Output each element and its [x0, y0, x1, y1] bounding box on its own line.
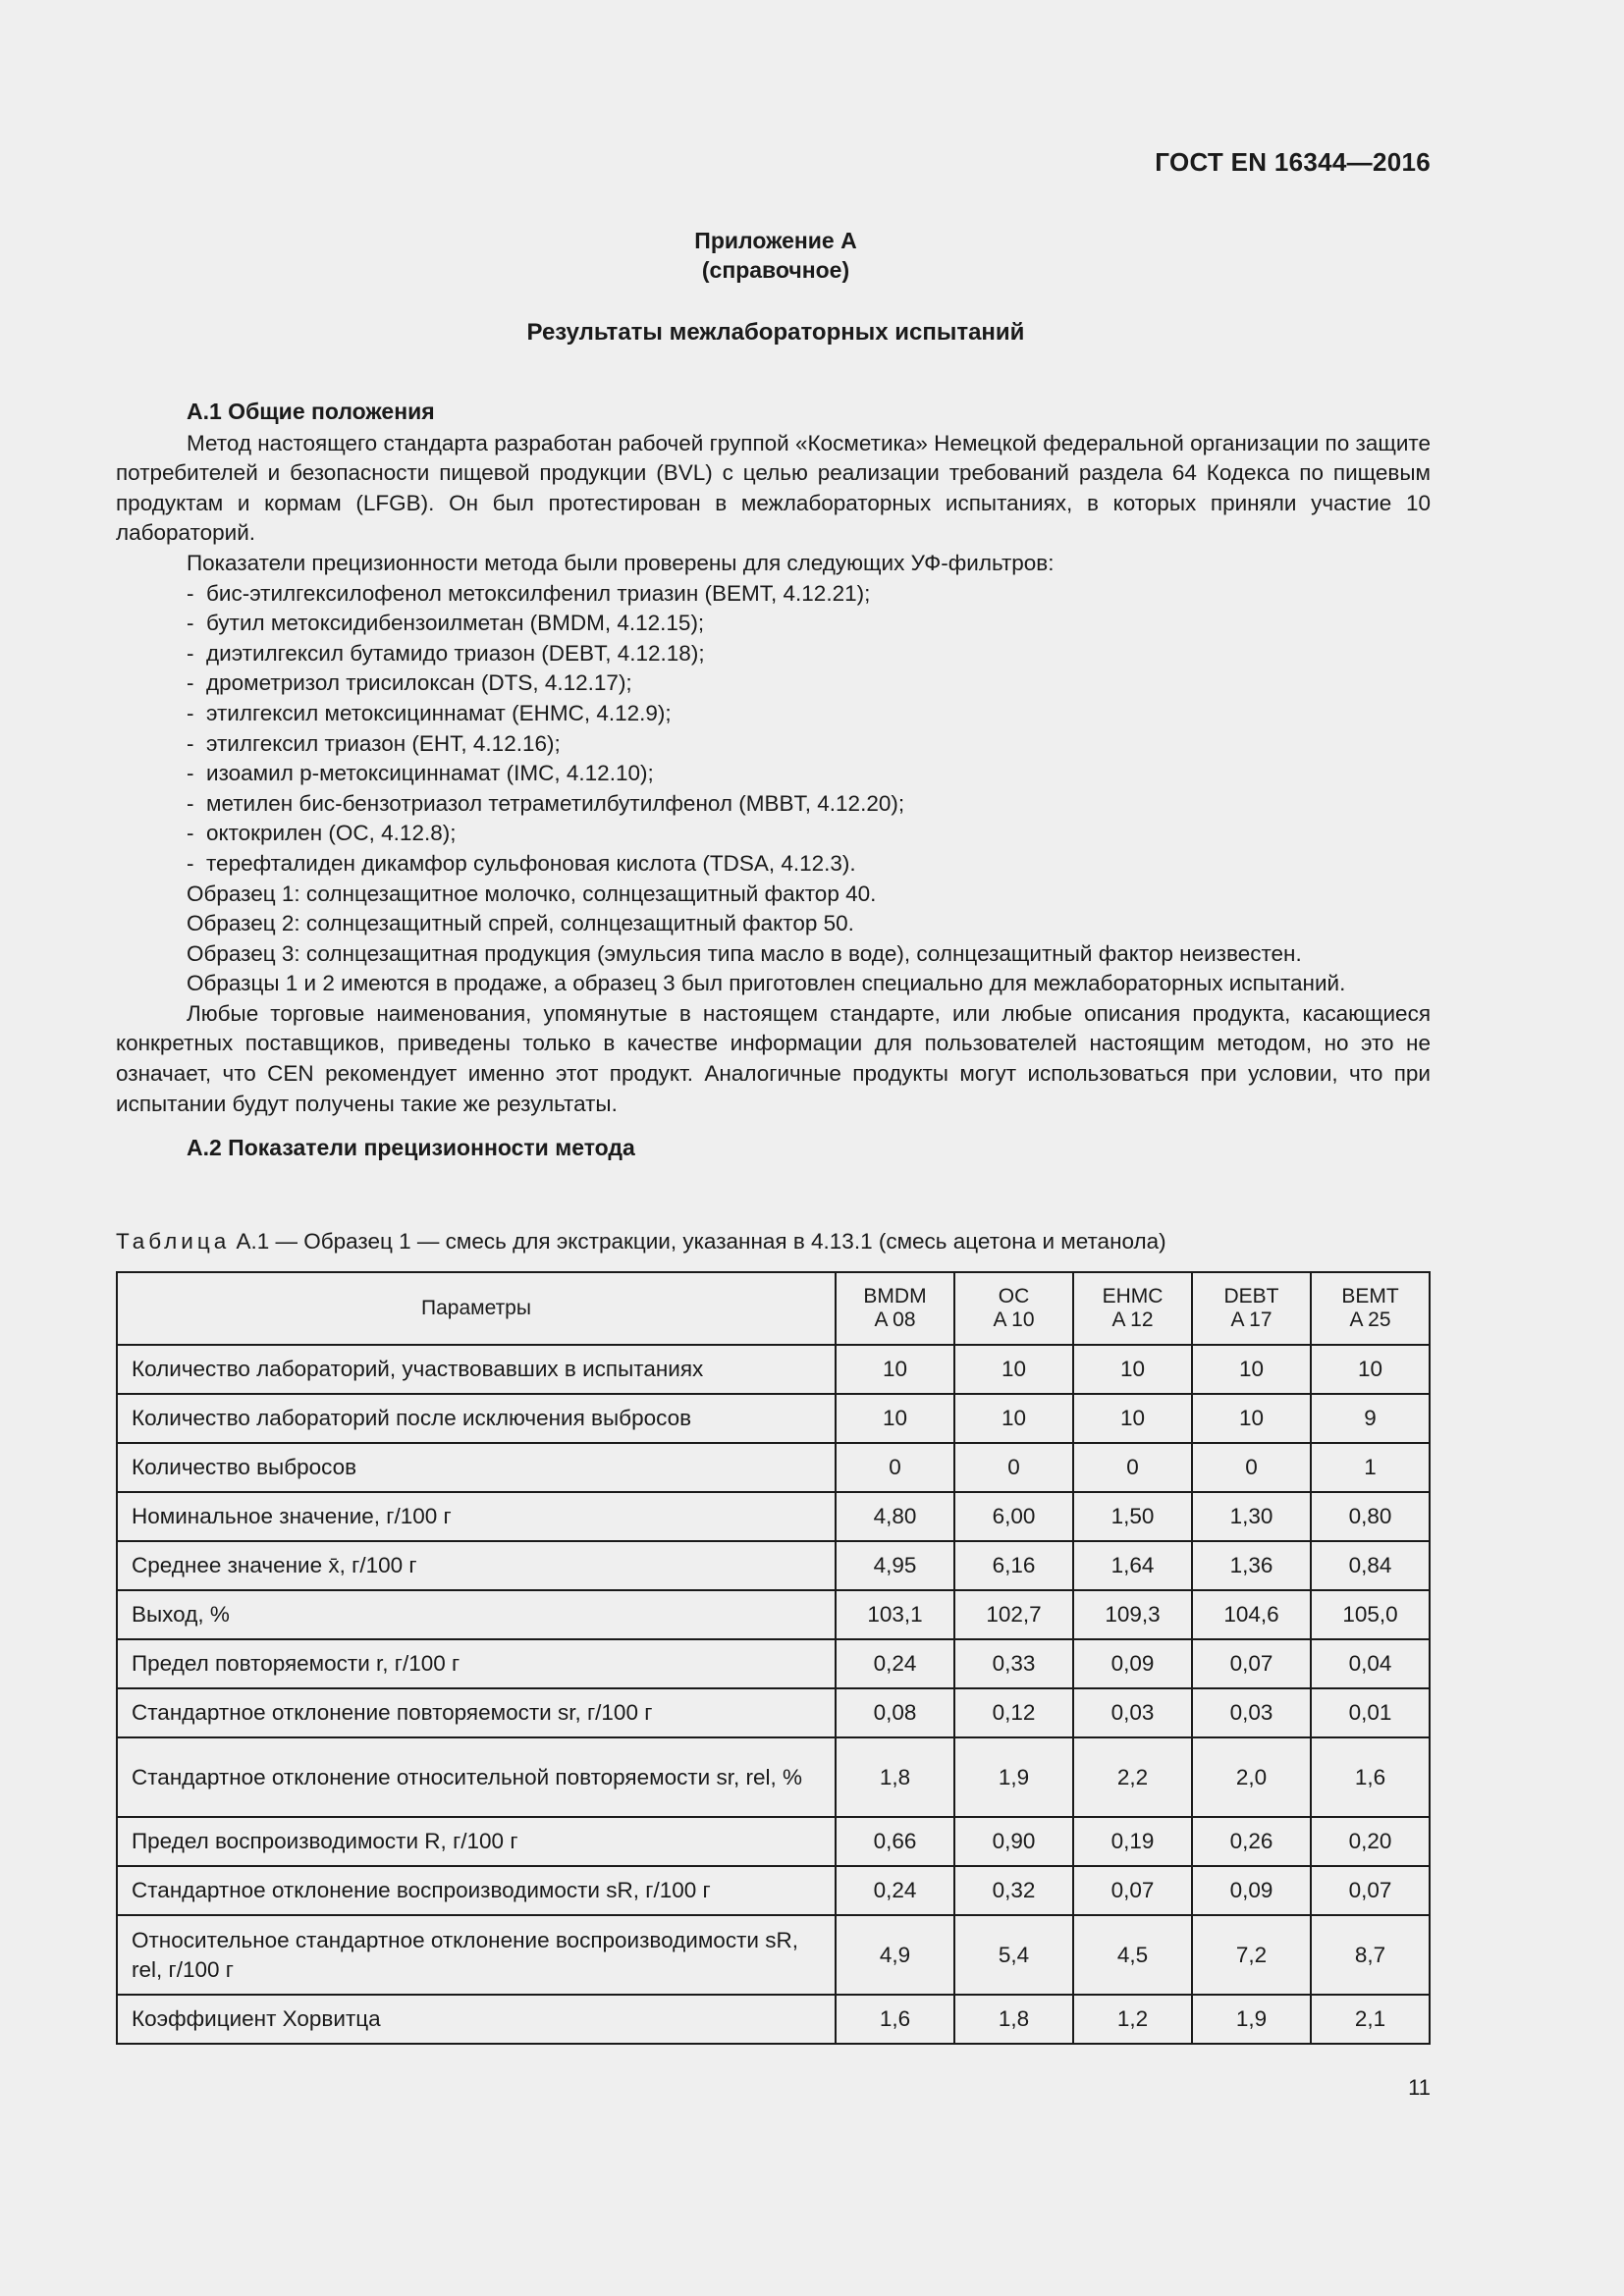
value-cell: 1,36 — [1192, 1541, 1311, 1590]
value-cell: 5,4 — [954, 1915, 1073, 1995]
uv-filter-item: - октокрилен (OC, 4.12.8); — [187, 821, 457, 846]
section-a2-heading: А.2 Показатели прецизионности метода — [187, 1135, 635, 1161]
annex-label: Приложение А — [694, 228, 857, 253]
paragraph: Любые торговые наименования, упомянутые в настоящем стандарте, или любые описания продукта, касающиеся конкретных поставщиков, приведены только в качестве информации для пользователей настоящим методом, но это не означает, что CEN рекомендует именно этот продукт. Аналогичные продукты могут использоваться при условии, что при испытании будут получены такие же результаты. — [116, 1000, 1431, 1116]
uv-filter-item: - терефталиден дикамфор сульфоновая кислота (TDSA, 4.12.3). — [187, 850, 856, 876]
value-cell: 0 — [1073, 1443, 1192, 1492]
parameter-cell: Выход, % — [117, 1590, 836, 1639]
value-cell: 0,66 — [836, 1817, 954, 1866]
page-number: 11 — [1408, 2075, 1431, 2100]
table-row — [117, 1817, 1430, 1866]
filter-column-header: EHMC A 12 — [1073, 1272, 1192, 1345]
value-cell: 0,07 — [1192, 1639, 1311, 1688]
value-cell: 1,30 — [1192, 1492, 1311, 1541]
value-cell: 0 — [836, 1443, 954, 1492]
value-cell: 103,1 — [836, 1590, 954, 1639]
table-body — [117, 1345, 1430, 2044]
value-cell: 1,9 — [1192, 1995, 1311, 2044]
annex-title: Результаты межлабораторных испытаний — [526, 319, 1025, 346]
parameter-cell: Относительное стандартное отклонение воспроизводимости sR, rel, г/100 г — [117, 1915, 836, 1995]
value-cell: 1,8 — [954, 1995, 1073, 2044]
precision-table — [116, 1271, 1431, 2045]
filter-column-header: BEMT A 25 — [1311, 1272, 1430, 1345]
value-cell: 0 — [1192, 1443, 1311, 1492]
parameter-cell: Стандартное отклонение относительной повторяемости sr, rel, % — [117, 1737, 836, 1817]
value-cell: 0,80 — [1311, 1492, 1430, 1541]
table-row — [117, 1541, 1430, 1590]
value-cell: 2,2 — [1073, 1737, 1192, 1817]
uv-filter-item: - изоамил p-метоксициннамат (IMC, 4.12.10); — [187, 761, 654, 786]
table-caption — [116, 1229, 1166, 1255]
value-cell: 0,90 — [954, 1817, 1073, 1866]
value-cell: 0 — [954, 1443, 1073, 1492]
value-cell: 1,8 — [836, 1737, 954, 1817]
value-cell: 1,50 — [1073, 1492, 1192, 1541]
value-cell: 1,64 — [1073, 1541, 1192, 1590]
value-cell: 10 — [1192, 1394, 1311, 1443]
value-cell: 10 — [954, 1394, 1073, 1443]
sample-item: Образец 1: солнцезащитное молочко, солнцезащитный фактор 40. — [187, 881, 877, 906]
value-cell: 10 — [1073, 1345, 1192, 1394]
value-cell: 0,09 — [1073, 1639, 1192, 1688]
value-cell: 10 — [1192, 1345, 1311, 1394]
value-cell: 0,12 — [954, 1688, 1073, 1737]
table-row — [117, 1915, 1430, 1995]
value-cell: 109,3 — [1073, 1590, 1192, 1639]
filter-column-header: BMDM A 08 — [836, 1272, 954, 1345]
value-cell: 4,80 — [836, 1492, 954, 1541]
table-caption-word: Таблица — [116, 1229, 231, 1254]
table-row — [117, 1866, 1430, 1915]
parameter-cell: Количество лабораторий, участвовавших в испытаниях — [117, 1345, 836, 1394]
parameter-cell: Стандартное отклонение воспроизводимости sR, г/100 г — [117, 1866, 836, 1915]
table-row — [117, 1345, 1430, 1394]
value-cell: 0,09 — [1192, 1866, 1311, 1915]
uv-filter-item: - бутил метоксидибензоилметан (BMDM, 4.12.15); — [187, 611, 705, 636]
parameter-cell: Количество выбросов — [117, 1443, 836, 1492]
value-cell: 0,19 — [1073, 1817, 1192, 1866]
table-row — [117, 1737, 1430, 1817]
value-cell: 0,01 — [1311, 1688, 1430, 1737]
value-cell: 8,7 — [1311, 1915, 1430, 1995]
paragraph: Метод настоящего стандарта разработан рабочей группой «Косметика» Немецкой федеральной организации по защите потребителей и безопасности пищевой продукции (BVL) с целью реализации требований раздела 64 Кодекса по пищевым продуктам и кормам (LFGB). Он был протестирован в межлабораторных испытаниях, в которых приняли участие 10 лабораторий. — [116, 430, 1431, 546]
uv-filter-item: - бис-этилгексилофенол метоксилфенил триазин (BEMT, 4.12.21); — [187, 580, 871, 606]
value-cell: 1,6 — [836, 1995, 954, 2044]
uv-filter-item: - дрометризол трисилоксан (DTS, 4.12.17); — [187, 670, 632, 696]
table-row — [117, 1688, 1430, 1737]
value-cell: 0,33 — [954, 1639, 1073, 1688]
value-cell: 10 — [954, 1345, 1073, 1394]
parameter-cell: Коэффициент Хорвитца — [117, 1995, 836, 2044]
value-cell: 0,08 — [836, 1688, 954, 1737]
value-cell: 104,6 — [1192, 1590, 1311, 1639]
value-cell: 4,95 — [836, 1541, 954, 1590]
table-header-row — [117, 1272, 1430, 1345]
parameter-cell: Номинальное значение, г/100 г — [117, 1492, 836, 1541]
sample-item: Образец 2: солнцезащитный спрей, солнцезащитный фактор 50. — [187, 911, 854, 936]
table-row — [117, 1394, 1430, 1443]
sample-list — [116, 880, 1431, 970]
value-cell: 10 — [836, 1345, 954, 1394]
value-cell: 0,24 — [836, 1639, 954, 1688]
table-caption-text: А.1 — Образец 1 — смесь для экстракции, указанная в 4.13.1 (смесь ацетона и метанола) — [236, 1229, 1166, 1254]
parameter-cell: Количество лабораторий после исключения выбросов — [117, 1394, 836, 1443]
value-cell: 0,03 — [1192, 1688, 1311, 1737]
uv-filter-item: - метилен бис-бензотриазол тетраметилбутилфенол (MBBT, 4.12.20); — [187, 790, 905, 816]
uv-filter-item: - диэтилгексил бутамидо триазон (DEBT, 4.12.18); — [187, 640, 705, 666]
paragraph: Образцы 1 и 2 имеются в продаже, а образец 3 был приготовлен специально для межлабораторных испытаний. — [187, 971, 1346, 996]
paragraph: Показатели прецизионности метода были проверены для следующих УФ-фильтров: — [187, 550, 1055, 575]
value-cell: 1,2 — [1073, 1995, 1192, 2044]
uv-filter-item: - этилгексил метоксициннамат (EHMC, 4.12.9); — [187, 700, 672, 725]
value-cell: 10 — [836, 1394, 954, 1443]
standard-code: ГОСТ EN 16344—2016 — [1155, 147, 1431, 177]
annex-type: (справочное) — [701, 257, 850, 283]
section-a1-heading: А.1 Общие положения — [187, 399, 435, 424]
body-text — [116, 397, 1431, 1165]
uv-filter-list — [116, 579, 1431, 880]
table-row — [117, 1492, 1430, 1541]
value-cell: 0,07 — [1073, 1866, 1192, 1915]
value-cell: 1 — [1311, 1443, 1430, 1492]
filter-column-header: OC A 10 — [954, 1272, 1073, 1345]
value-cell: 0,03 — [1073, 1688, 1192, 1737]
annex-heading — [0, 226, 1551, 285]
value-cell: 0,04 — [1311, 1639, 1430, 1688]
value-cell: 2,0 — [1192, 1737, 1311, 1817]
filter-column-header: DEBT A 17 — [1192, 1272, 1311, 1345]
value-cell: 0,32 — [954, 1866, 1073, 1915]
value-cell: 0,07 — [1311, 1866, 1430, 1915]
parameter-cell: Предел повторяемости r, г/100 г — [117, 1639, 836, 1688]
value-cell: 105,0 — [1311, 1590, 1430, 1639]
value-cell: 0,24 — [836, 1866, 954, 1915]
value-cell: 2,1 — [1311, 1995, 1430, 2044]
value-cell: 0,26 — [1192, 1817, 1311, 1866]
table-row — [117, 1590, 1430, 1639]
value-cell: 10 — [1073, 1394, 1192, 1443]
value-cell: 10 — [1311, 1345, 1430, 1394]
value-cell: 4,5 — [1073, 1915, 1192, 1995]
value-cell: 9 — [1311, 1394, 1430, 1443]
table-row — [117, 1639, 1430, 1688]
value-cell: 7,2 — [1192, 1915, 1311, 1995]
value-cell: 6,16 — [954, 1541, 1073, 1590]
uv-filter-item: - этилгексил триазон (EHT, 4.12.16); — [187, 730, 561, 756]
param-column-header: Параметры — [117, 1272, 836, 1345]
value-cell: 6,00 — [954, 1492, 1073, 1541]
parameter-cell: Стандартное отклонение повторяемости sr, г/100 г — [117, 1688, 836, 1737]
value-cell: 1,9 — [954, 1737, 1073, 1817]
table-row — [117, 1443, 1430, 1492]
value-cell: 102,7 — [954, 1590, 1073, 1639]
table-row — [117, 1995, 1430, 2044]
value-cell: 0,20 — [1311, 1817, 1430, 1866]
value-cell: 1,6 — [1311, 1737, 1430, 1817]
parameter-cell: Предел воспроизводимости R, г/100 г — [117, 1817, 836, 1866]
parameter-cell: Среднее значение x̄, г/100 г — [117, 1541, 836, 1590]
value-cell: 0,84 — [1311, 1541, 1430, 1590]
value-cell: 4,9 — [836, 1915, 954, 1995]
sample-item: Образец 3: солнцезащитная продукция (эмульсия типа масло в воде), солнцезащитный фактор неизвестен. — [187, 940, 1302, 966]
